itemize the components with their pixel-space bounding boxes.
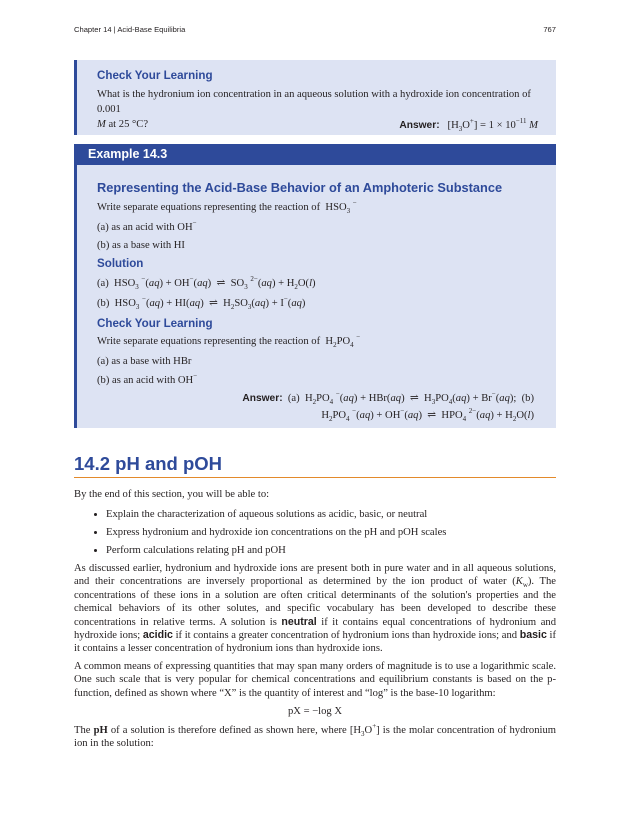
check-question: What is the hydronium ion concentration in an aqueous solution with a hydroxide ion concentration of 0.001 M at 25 °C? xyxy=(97,89,531,130)
solution-eq-a: (a) $HSO_3$ −(aq) + OH−(aq) ⇌ $SO_3$ $^{2-}(aq) + H_2O(l)$ xyxy=(97,275,316,291)
objective-item: • Perform calculations relating pH and pOH xyxy=(106,542,556,560)
section-title: 14.2 pH and pOH xyxy=(74,453,223,474)
check-part-a: (a) as a base with HBr xyxy=(97,356,192,367)
solution-eq-b: (b) $HSO_3$ −(aq) + HI(aq) ⇌ $H_2SO_3(aq) + I^-(aq)$ xyxy=(97,295,306,311)
objective-item: • Explain the characterization of aqueous solutions as acidic, basic, or neutral xyxy=(106,506,556,524)
paragraph-2: A common means of expressing quantities that may span many orders of magnitude is to use a logarithmic scale. One such scale that is very popular for chemical concentrations and equilibrium constants is based on the p-function, defined as shown where “X” is the quantity of interest and “log” is the base-10 logarithm: xyxy=(74,661,556,699)
check-prompt: Write separate equations representing the reaction of $H_2PO_4$ − xyxy=(97,333,361,349)
check-answer-line2: $H_2PO_4$ −(aq) + OH−(aq) ⇌ $HPO_4$ $^{2-}(aq) + H_2O(l)$ xyxy=(321,407,534,423)
running-header-page-number: 767 xyxy=(543,25,556,34)
check-your-learning-heading: Check Your Learning xyxy=(97,317,213,330)
example-prompt: Write separate equations representing the reaction of $HSO_3$ − xyxy=(97,199,357,215)
running-header-chapter: Chapter 14 | Acid-Base Equilibria xyxy=(74,25,186,34)
example-title: Representing the Acid-Base Behavior of an Amphoteric Substance xyxy=(97,180,503,195)
check-answer: Answer: $[H_3O^+] = 1 \times 10^{-11}$ M xyxy=(399,117,538,133)
p-function-equation: pX = −log X xyxy=(287,706,343,717)
example-box xyxy=(74,144,556,428)
check-part-b: (b) as an acid with OH− xyxy=(97,372,198,386)
learning-objectives xyxy=(74,506,556,560)
section-intro: By the end of this section, you will be able to: xyxy=(74,489,270,500)
objective-item: • Express hydronium and hydroxide ion concentrations on the pH and pOH scales xyxy=(106,524,556,542)
check-answer-line1: Answer: (a) $H_2PO_4$ −(aq) + HBr(aq) ⇌ $H_3PO_4(aq) + Br^-(aq)$; (b) xyxy=(242,390,534,406)
paragraph-3: The pH of a solution is therefore defined as shown here, where $[H_3O^+]$ is the molar concentration of hydronium ion in the solution: xyxy=(74,722,557,750)
paragraph-1: As discussed earlier, hydronium and hydroxide ions are present both in pure water and in all aqueous solutions, and their concentrations are inversely proportional as determined by the ion product of water $(K_w)$. The concentrations of these ions in a solution are often critical determinants of the solution's properties and the chemical behaviors of its other solutes, and specific vocabulary has been developed to describe these concentrations in relative terms. A solution is neutral if it contains equal concentrations of hydronium and hydroxide ions; acidic if it contains a greater concentration of hydronium ions than hydroxide ions; and basic if it contains a lesser concentration of hydronium ions than hydroxide ions. xyxy=(74,563,556,655)
example-banner: Example 14.3 xyxy=(77,144,556,165)
example-part-a: (a) as an acid with OH− xyxy=(97,219,197,233)
check-your-learning-title: Check Your Learning xyxy=(97,69,213,82)
solution-heading: Solution xyxy=(97,257,144,270)
check-your-learning-box xyxy=(74,60,556,135)
section-divider xyxy=(74,477,556,478)
example-part-b: (b) as a base with HI xyxy=(97,240,185,251)
